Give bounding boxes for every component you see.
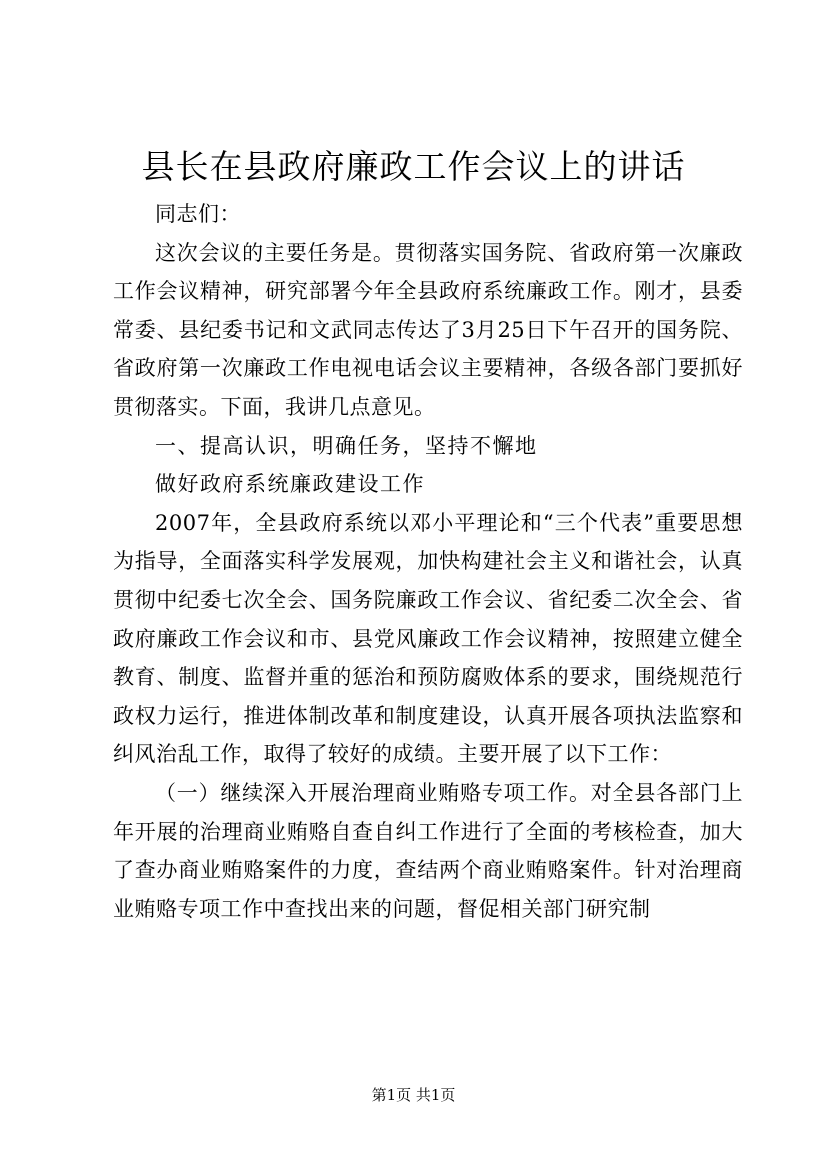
section-heading-line-2: 做好政府系统廉政建设工作: [155, 472, 425, 497]
page-number-footer: 第1页 共1页: [371, 1086, 456, 1104]
section-heading-line-1: 一、提高认识，明确任务，坚持不懈地: [155, 433, 538, 458]
salutation-paragraph: 同志们：: [155, 202, 241, 226]
item-one-paragraph: （一）继续深入开展治理商业贿赂专项工作。对全县各部门上年开展的治理商业贿赂自查自纠工作进行了全面的考核检查，加大了查办商业贿赂案件的力度，查结两个商业贿赂案件。针对治理商业贿赂专项工作中查找出来的问题，督促相关部门研究制: [113, 780, 743, 921]
summary-paragraph: 2007年，全县政府系统以邓小平理论和“三个代表”重要思想为指导，全面落实科学发展观，加快构建社会主义和谐社会，认真贯彻中纪委七次全会、国务院廉政工作会议、省纪委二次全会、省政府廉政工作会议和市、县党风廉政工作会议精神，按照建立健全教育、制度、监督并重的惩治和预防腐败体系的要求，围绕规范行政权力运行，推进体制改革和制度建设，认真开展各项执法监察和纠风治乱工作，取得了较好的成绩。主要开展了以下工作：: [113, 510, 743, 767]
document-body: [113, 195, 743, 928]
intro-paragraph: 这次会议的主要任务是。贯彻落实国务院、省政府第一次廉政工作会议精神，研究部署今年全县政府系统廉政工作。刚才，县委常委、县纪委书记和文武同志传达了3月25日下午召开的国务院、省政府第一次廉政工作电视电话会议主要精神，各级各部门要抓好贯彻落实。下面，我讲几点意见。: [113, 240, 743, 419]
document-title: 县长在县政府廉政工作会议上的讲话: [141, 147, 686, 186]
